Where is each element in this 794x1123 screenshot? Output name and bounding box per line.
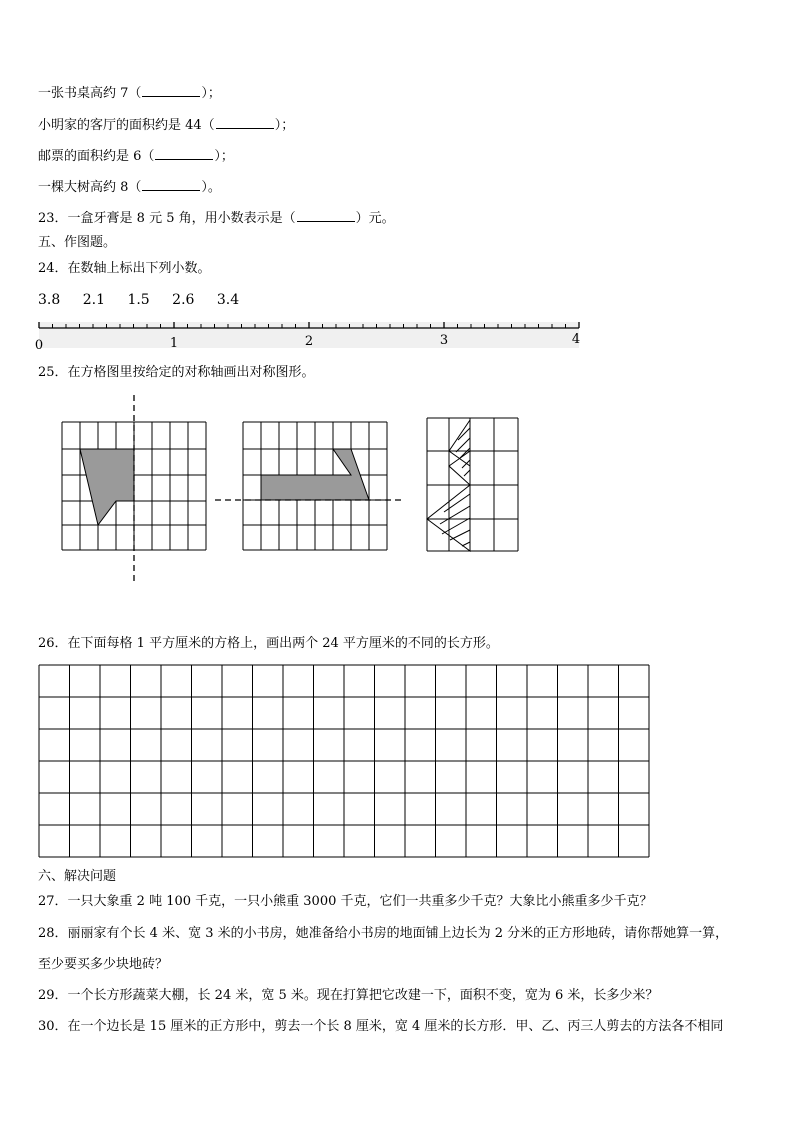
q30-text: 30．在一个边长是 15 厘米的正方形中，剪去一个长 8 厘米，宽 4 厘米的长方形．甲、乙、丙三人剪去的方法各不相同: [38, 1019, 724, 1034]
q22-tree-suffix: ）。: [201, 180, 221, 195]
q23-line: [38, 209, 395, 227]
q22-tree-line: [38, 178, 221, 196]
answer-blank[interactable]: [297, 209, 355, 222]
q22-desk-line: [38, 84, 221, 102]
answer-blank[interactable]: [155, 147, 213, 160]
axis-label-3: 3: [439, 333, 449, 348]
q22-living-room-suffix: ）；: [274, 118, 295, 133]
q24-number: 1.5: [127, 292, 150, 308]
axis-label-0: 0: [34, 338, 44, 353]
axis-label-1: 1: [169, 336, 179, 351]
q22-living-room-line: [38, 116, 294, 134]
q28-text-line2: 至少要买多少块地砖？: [38, 957, 169, 972]
answer-blank[interactable]: [142, 84, 200, 97]
symmetry-grid-2[interactable]: [215, 418, 405, 558]
q23-suffix: ）元。: [355, 211, 395, 226]
gray-shape: [80, 449, 134, 525]
q22-stamp-prefix: 邮票的面积约是 6（: [38, 149, 155, 164]
answer-blank[interactable]: [216, 116, 274, 129]
q24-number: 3.8: [38, 292, 61, 308]
q22-desk-suffix: ）；: [201, 86, 221, 101]
q22-tree-prefix: 一棵大树高约 8（: [38, 180, 142, 195]
q26-square-grid[interactable]: [38, 664, 654, 860]
symmetry-grid-1[interactable]: [60, 395, 210, 585]
q22-living-room-prefix: 小明家的客厅的面积约是 44（: [38, 118, 215, 133]
grid-lines: [427, 418, 518, 551]
q24-number: 2.1: [82, 292, 105, 308]
symmetry-grid-3[interactable]: [424, 414, 524, 554]
axis-label-2: 2: [304, 334, 314, 349]
q24-number: 2.6: [172, 292, 195, 308]
q24-text: 24．在数轴上标出下列小数。: [38, 261, 211, 276]
q24-number-list: [38, 292, 257, 308]
section6-heading: 六、解决问题: [38, 869, 117, 884]
q28-text-line1: 28．丽丽家有个长 4 米、宽 3 米的小书房，她准备给小书房的地面铺上边长为 2 分米的正方形地砖，请你帮她算一算，: [38, 926, 729, 941]
q26-text: 26．在下面每格 1 平方厘米的方格上，画出两个 24 平方厘米的不同的长方形。: [38, 636, 499, 651]
q24-number: 3.4: [216, 292, 240, 308]
grid-lines: [39, 665, 649, 857]
q23-prefix: 23．一盒牙膏是 8 元 5 角，用小数表示是（: [38, 211, 296, 226]
answer-blank[interactable]: [142, 178, 200, 191]
q29-text: 29．一个长方形蔬菜大棚，长 24 米，宽 5 米。现在打算把它改建一下，面积不变，宽为 6 米，长多少米？: [38, 988, 659, 1003]
section5-heading: 五、作图题。: [38, 235, 117, 250]
q27-text: 27．一只大象重 2 吨 100 千克，一只小熊重 3000 千克，它们一共重多少千克？大象比小熊重多少千克？: [38, 894, 653, 909]
axis-label-4: 4: [571, 332, 581, 347]
q22-stamp-suffix: ）；: [214, 149, 234, 164]
q25-text: 25．在方格图里按给定的对称轴画出对称图形。: [38, 365, 315, 380]
q22-desk-prefix: 一张书桌高约 7（: [38, 86, 142, 101]
number-line[interactable]: [36, 318, 596, 354]
q22-stamp-line: [38, 147, 234, 165]
